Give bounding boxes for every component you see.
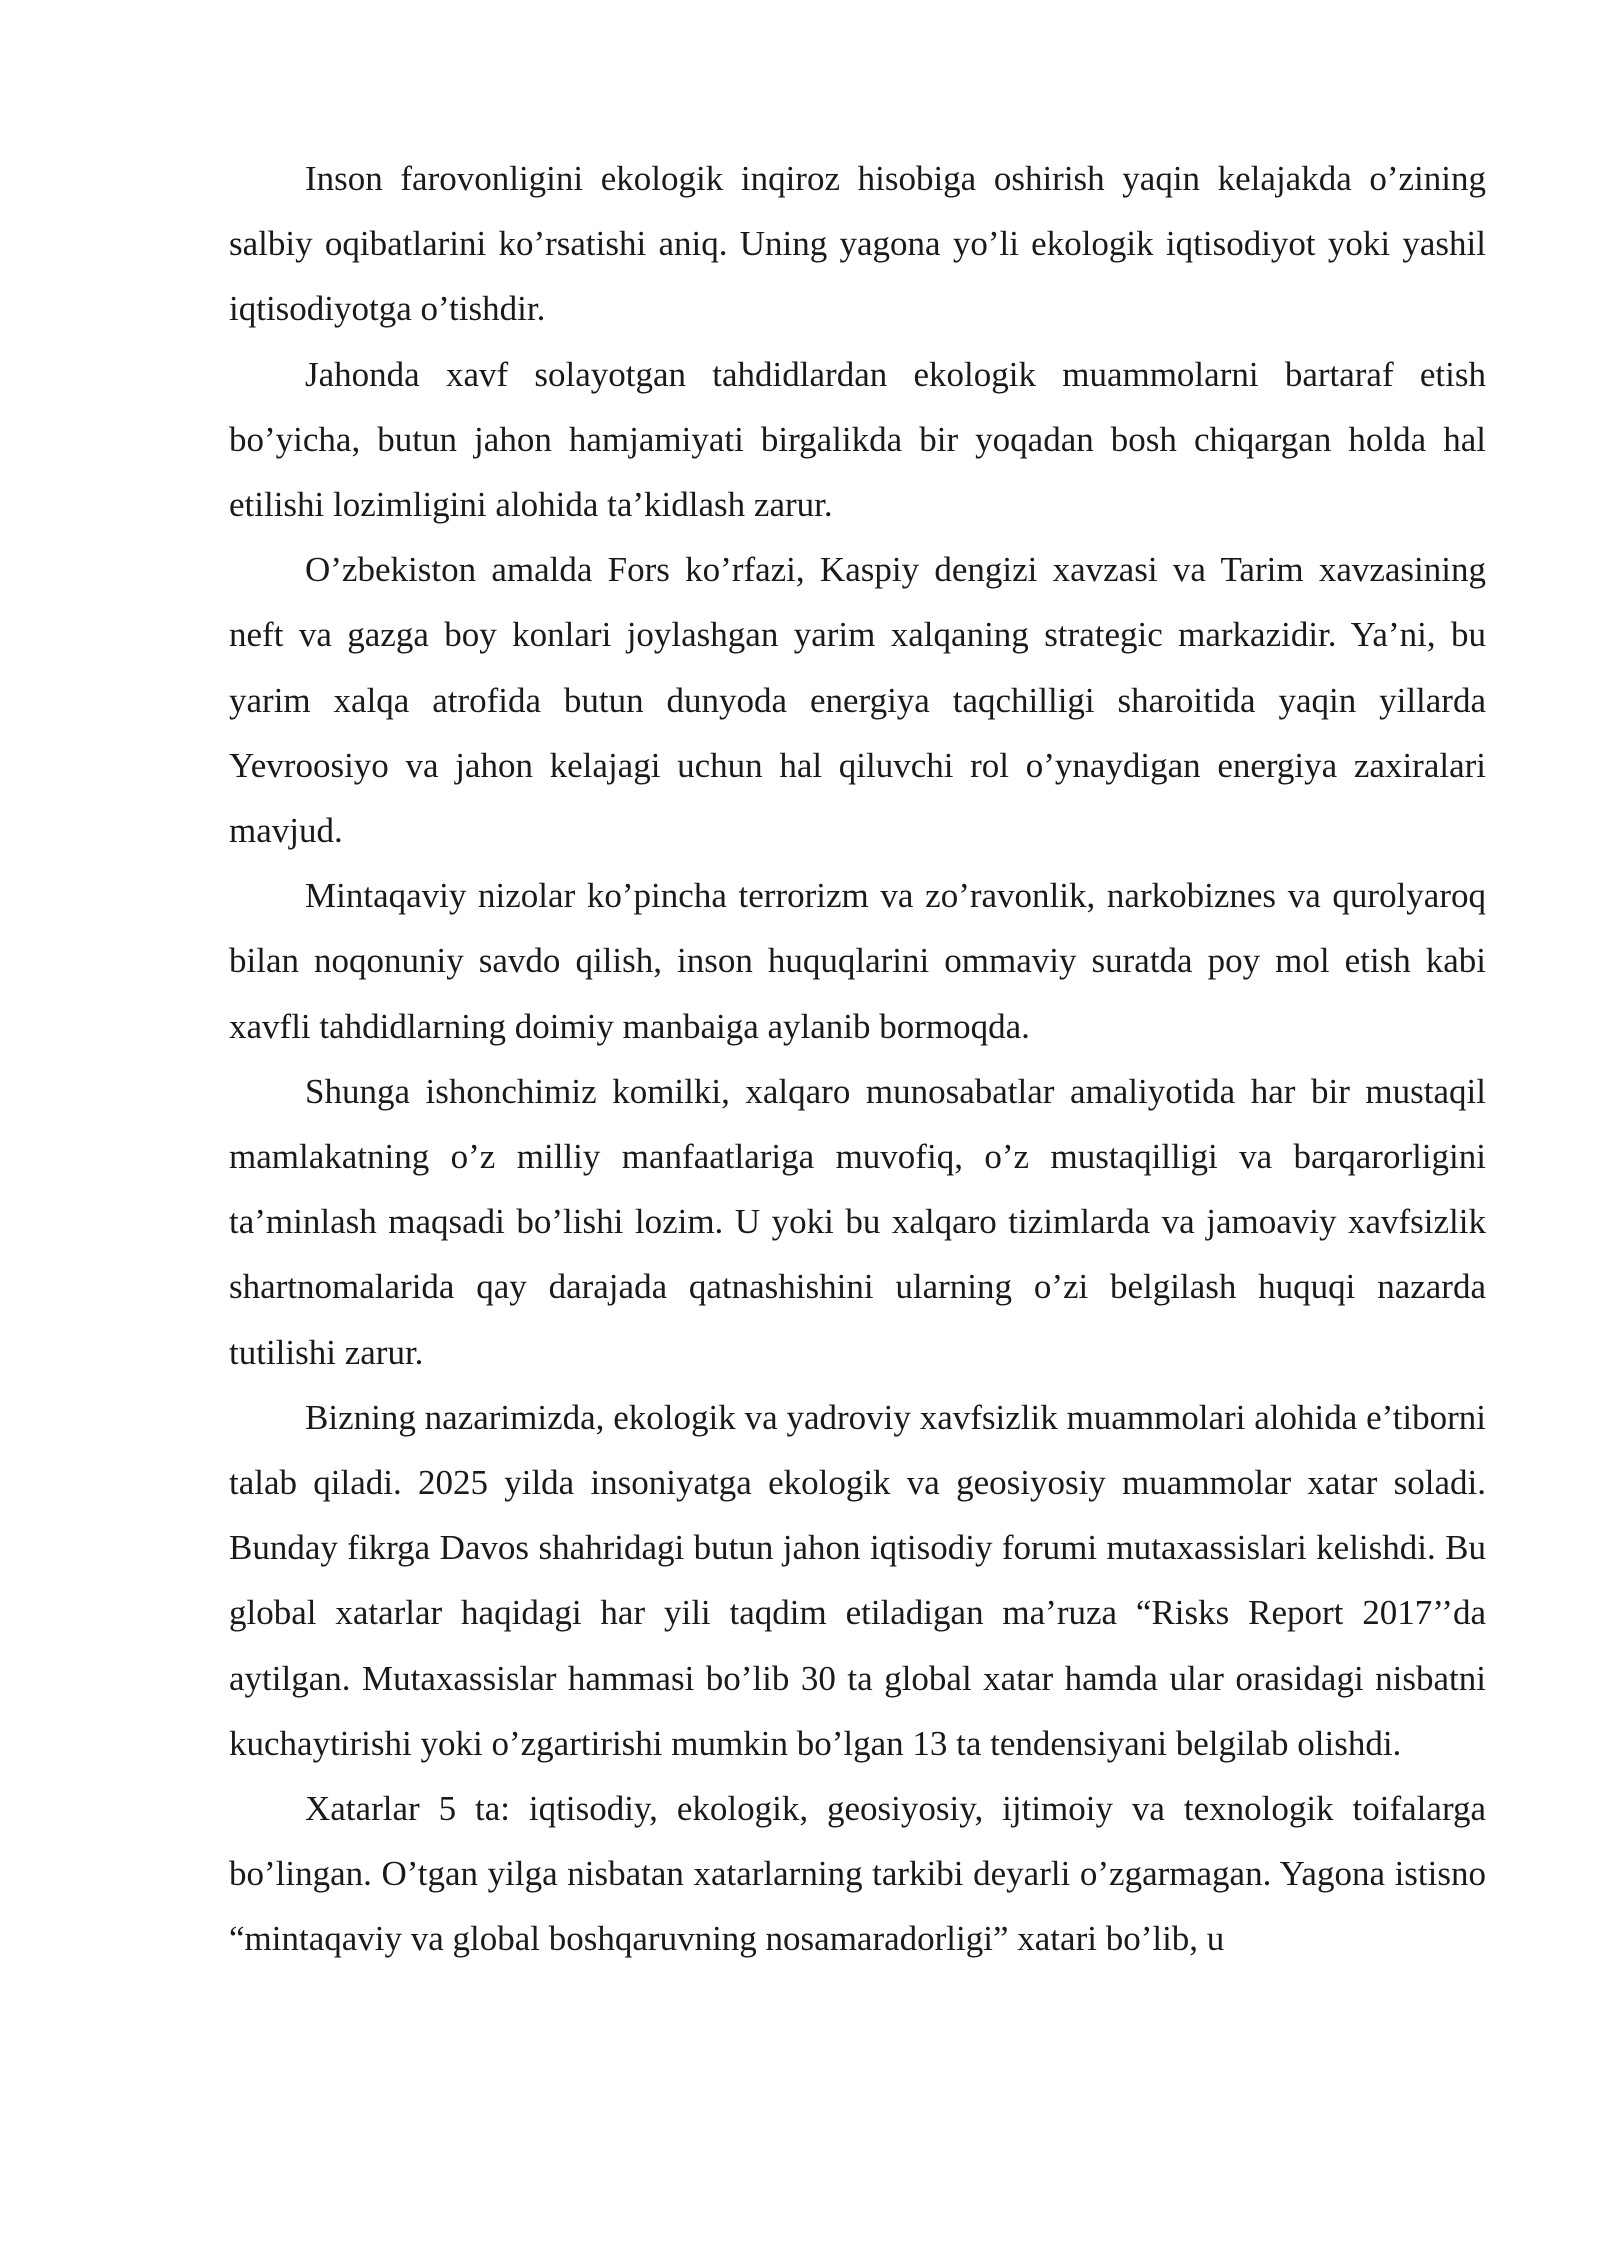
paragraph-3: O’zbekiston amalda Fors ko’rfazi, Kaspiy dengizi xavzasi va Tarim xavzasining neft va gazga boy konlari joylashgan yarim xalqaning strategic markazidir. Ya’ni, bu yarim xalqa atrofida butun dunyoda energiya taqchilligi sharoitida yaqin yillarda Yevroosiyo va jahon kelajagi uchun hal qiluvchi rol o’ynaydigan energiya zaxiralari mavjud. (229, 550, 1486, 851)
paragraph-5: Shunga ishonchimiz komilki, xalqaro munosabatlar amaliyotida har bir mustaqil mamlakatning o’z milliy manfaatlariga muvofiq, o’z mustaqilligi va barqarorligini ta’minlash maqsadi bo’lishi lozim. U yoki bu xalqaro tizimlarda va jamoaviy xavfsizlik shartnomalarida qay darajada qatnashishini ularning o’zi belgilash huquqi nazarda tutilishi zarur. (229, 1071, 1486, 1372)
paragraph-2: Jahonda xavf solayotgan tahdidlardan ekologik muammolarni bartaraf etish bo’yicha, butun jahon hamjamiyati birgalikda bir yoqadan bosh chiqargan holda hal etilishi lozimligini alohida ta’kidlash zarur. (229, 354, 1486, 525)
paragraph-1: Inson farovonligini ekologik inqiroz hisobiga oshirish yaqin kelajakda o’zining salbiy oqibatlarini ko’rsatishi aniq. Uning yagona yo’li ekologik iqtisodiyot yoki yashil iqtisodiyotga o’tishdir. (229, 159, 1486, 329)
document-body (229, 146, 1486, 1972)
paragraph-4: Mintaqaviy nizolar ko’pincha terrorizm va zo’ravonlik, narkobiznes va qurolyaroq bilan noqonuniy savdo qilish, inson huquqlarini ommaviy suratda poy mol etish kabi xavfli tahdidlarning doimiy manbaiga aylanib bormoqda. (229, 876, 1486, 1046)
paragraph-6: Bizning nazarimizda, ekologik va yadroviy xavfsizlik muammolari alohida e’tiborni talab qiladi. 2025 yilda insoniyatga ekologik va geosiyosiy muammolar xatar soladi. Bunday fikrga Davos shahridagi butun jahon iqtisodiy forumi mutaxassislari kelishdi. Bu global xatarlar haqidagi har yili taqdim etiladigan ma’ruza “Risks Report 2017’’da aytilgan. Mutaxassislar hammasi bo’lib 30 ta global xatar hamda ular orasidagi nisbatni kuchaytirishi yoki o’zgartirishi mumkin bo’lgan 13 ta tendensiyani belgilab olishdi. (229, 1397, 1486, 1763)
paragraph-7: Xatarlar 5 ta: iqtisodiy, ekologik, geosiyosiy, ijtimoiy va texnologik toifalarga bo’lingan. O’tgan yilga nisbatan xatarlarning tarkibi deyarli o’zgarmagan. Yagona istisno “mintaqaviy va global boshqaruvning nosamaradorligi” xatari bo’lib, u (229, 1789, 1486, 1959)
